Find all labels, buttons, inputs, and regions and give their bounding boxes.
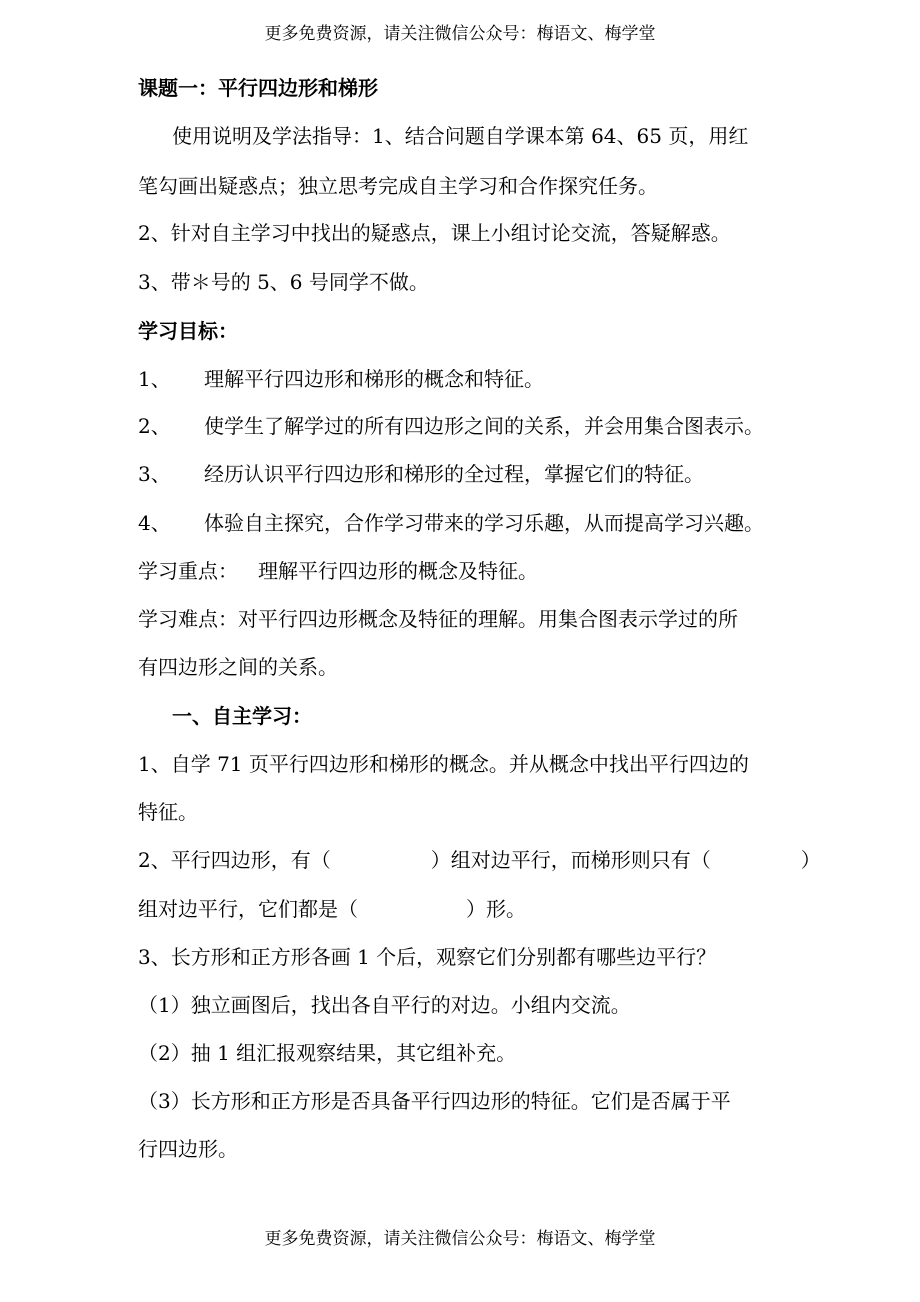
question-3-sub-1: （1）独立画图后，找出各自平行的对边。小组内交流。 [138, 993, 631, 1017]
objective-item [138, 412, 764, 440]
question-2-line-2 [138, 895, 526, 923]
key-point-label: 学习重点： [138, 559, 238, 583]
page-header: 更多免费资源，请关注微信公众号：梅语文、梅学堂 [264, 24, 656, 44]
objective-item [138, 460, 704, 488]
instructions-line-4: 3、带＊号的 5、6 号同学不做。 [138, 270, 429, 294]
objective-number: 1、 [138, 367, 171, 391]
question-2-part-a: 2、平行四边形，有（ [138, 848, 331, 872]
question-3-sub-2: （2）抽 1 组汇报观察结果，其它组补充。 [138, 1041, 517, 1065]
key-point [138, 557, 538, 585]
objective-text: 使学生了解学过的所有四边形之间的关系，并会用集合图表示。 [204, 414, 764, 438]
question-3-sub-3-line-1: （3）长方形和正方形是否具备平行四边形的特征。它们是否属于平 [138, 1089, 731, 1113]
objective-number: 4、 [138, 511, 171, 535]
page-footer: 更多免费资源，请关注微信公众号：梅语文、梅学堂 [264, 1229, 656, 1249]
question-2-part-e: ）形。 [466, 897, 526, 921]
lesson-title: 课题一：平行四边形和梯形 [138, 76, 378, 100]
objective-text: 经历认识平行四边形和梯形的全过程，掌握它们的特征。 [204, 462, 704, 486]
difficulty-line-2: 有四边形之间的关系。 [138, 655, 338, 679]
instructions-line-3: 2、针对自主学习中找出的疑惑点，课上小组讨论交流，答疑解惑。 [138, 221, 731, 245]
instructions-line-1: 使用说明及学法指导：1、结合问题自学课本第 64、65 页，用红 [172, 124, 749, 148]
question-2-line-1 [138, 846, 821, 874]
question-1-line-2: 特征。 [138, 800, 198, 824]
question-3-sub-3-line-2: 行四边形。 [138, 1137, 238, 1161]
self-study-heading: 一、自主学习： [172, 704, 312, 728]
difficulty-line-1: 学习难点：对平行四边形概念及特征的理解。用集合图表示学过的所 [138, 607, 738, 631]
question-2-part-c: ） [800, 848, 821, 872]
objective-number: 3、 [138, 462, 171, 486]
question-2-part-d: 组对边平行，它们都是（ [138, 897, 358, 921]
objective-number: 2、 [138, 414, 171, 438]
objective-text: 理解平行四边形和梯形的概念和特征。 [204, 367, 544, 391]
objective-item [138, 365, 544, 393]
question-1-line-1: 1、自学 71 页平行四边形和梯形的概念。并从概念中找出平行四边的 [138, 752, 749, 776]
instructions-line-2: 笔勾画出疑惑点；独立思考完成自主学习和合作探究任务。 [138, 174, 658, 198]
objective-item [138, 509, 764, 537]
key-point-text: 理解平行四边形的概念及特征。 [258, 559, 538, 583]
objective-text: 体验自主探究，合作学习带来的学习乐趣，从而提高学习兴趣。 [204, 511, 764, 535]
objectives-heading: 学习目标： [138, 319, 238, 343]
question-2-part-b: ）组对边平行，而梯形则只有（ [430, 848, 711, 872]
question-3: 3、长方形和正方形各画 1 个后，观察它们分别都有哪些边平行？ [138, 945, 717, 969]
